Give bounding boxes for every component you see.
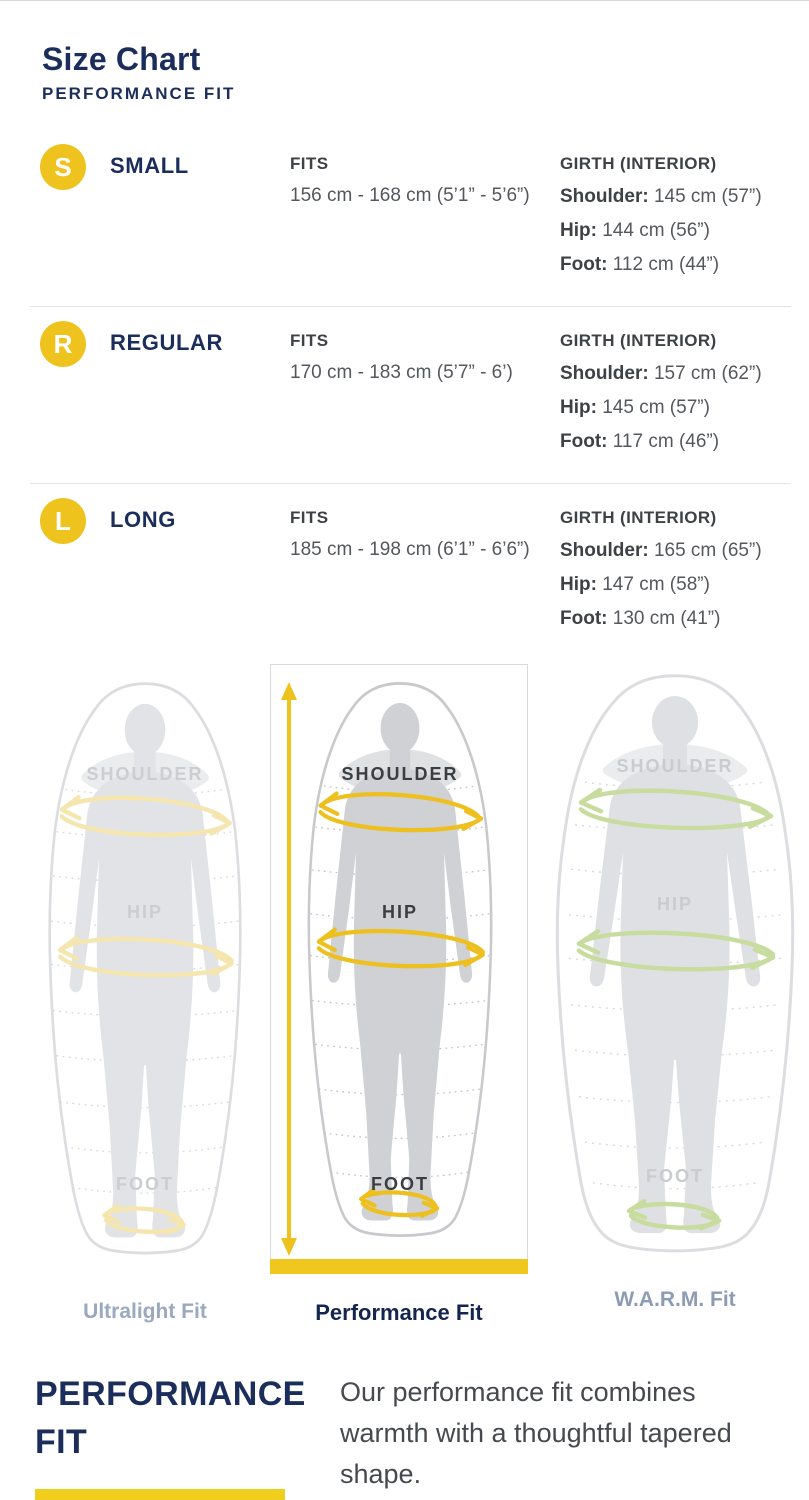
girth-foot: Foot: 117 cm (46”) [560, 431, 720, 452]
size-name: LONG [110, 507, 176, 532]
footer-accent-bar [35, 1489, 285, 1500]
girth-header: GIRTH (INTERIOR) [560, 331, 717, 350]
performance-bottom-bar [270, 1259, 528, 1274]
shoulder-label: SHOULDER [86, 764, 204, 784]
diagram-performance-fit [290, 676, 510, 1254]
header [0, 1, 809, 104]
size-name: SMALL [110, 153, 189, 178]
size-row-regular [0, 309, 809, 469]
girth-shoulder: Shoulder: 157 cm (62”) [560, 363, 762, 384]
fits-value: 156 cm - 168 cm (5’1” - 5’6”) [290, 185, 530, 206]
diagram-warm-fit [545, 668, 805, 1268]
page-subtitle: PERFORMANCE FIT [42, 84, 236, 103]
size-name: REGULAR [110, 330, 223, 355]
row-divider [30, 306, 791, 307]
foot-label: FOOT [371, 1174, 429, 1194]
diagram-ultralight-fit [30, 676, 260, 1272]
size-row-small [0, 132, 809, 292]
fits-value: 170 cm - 183 cm (5’7” - 6’) [290, 362, 513, 383]
size-badge-regular: R [40, 321, 86, 367]
girth-hip: Hip: 145 cm (57”) [560, 397, 710, 418]
foot-label: FOOT [646, 1166, 704, 1186]
fit-diagrams [0, 664, 809, 1356]
girth-foot: Foot: 112 cm (44”) [560, 254, 720, 275]
size-table [0, 132, 809, 658]
girth-header: GIRTH (INTERIOR) [560, 154, 717, 173]
footer-description: Our performance fit combines warmth with a thoughtful tapered shape. [340, 1377, 732, 1490]
fits-header: FITS [290, 331, 329, 350]
footer-heading: PERFORMANCE FIT [35, 1375, 306, 1462]
fits-header: FITS [290, 154, 329, 173]
size-badge-small: S [40, 144, 86, 190]
page-title: Size Chart [42, 41, 201, 77]
shoulder-label: SHOULDER [341, 764, 459, 784]
girth-shoulder: Shoulder: 145 cm (57”) [560, 186, 762, 207]
hip-label: HIP [381, 902, 418, 922]
caption-performance-fit: Performance Fit [315, 1300, 483, 1325]
hip-label: HIP [656, 894, 693, 914]
footer [0, 1356, 809, 1500]
fits-value: 185 cm - 198 cm (6’1” - 6’6”) [290, 539, 530, 560]
girth-hip: Hip: 144 cm (56”) [560, 220, 710, 241]
girth-header: GIRTH (INTERIOR) [560, 508, 717, 527]
girth-shoulder: Shoulder: 165 cm (65”) [560, 540, 762, 561]
row-divider [30, 483, 791, 484]
caption-ultralight-fit: Ultralight Fit [83, 1300, 207, 1323]
foot-label: FOOT [116, 1174, 174, 1194]
hip-label: HIP [126, 902, 163, 922]
girth-hip: Hip: 147 cm (58”) [560, 574, 710, 595]
size-row-long [0, 486, 809, 658]
caption-warm-fit: W.A.R.M. Fit [614, 1288, 736, 1311]
size-badge-long: L [40, 498, 86, 544]
fits-header: FITS [290, 508, 329, 527]
sleeping-bag-figure [290, 676, 510, 1254]
girth-foot: Foot: 130 cm (41”) [560, 608, 721, 629]
shoulder-label: SHOULDER [616, 756, 734, 776]
